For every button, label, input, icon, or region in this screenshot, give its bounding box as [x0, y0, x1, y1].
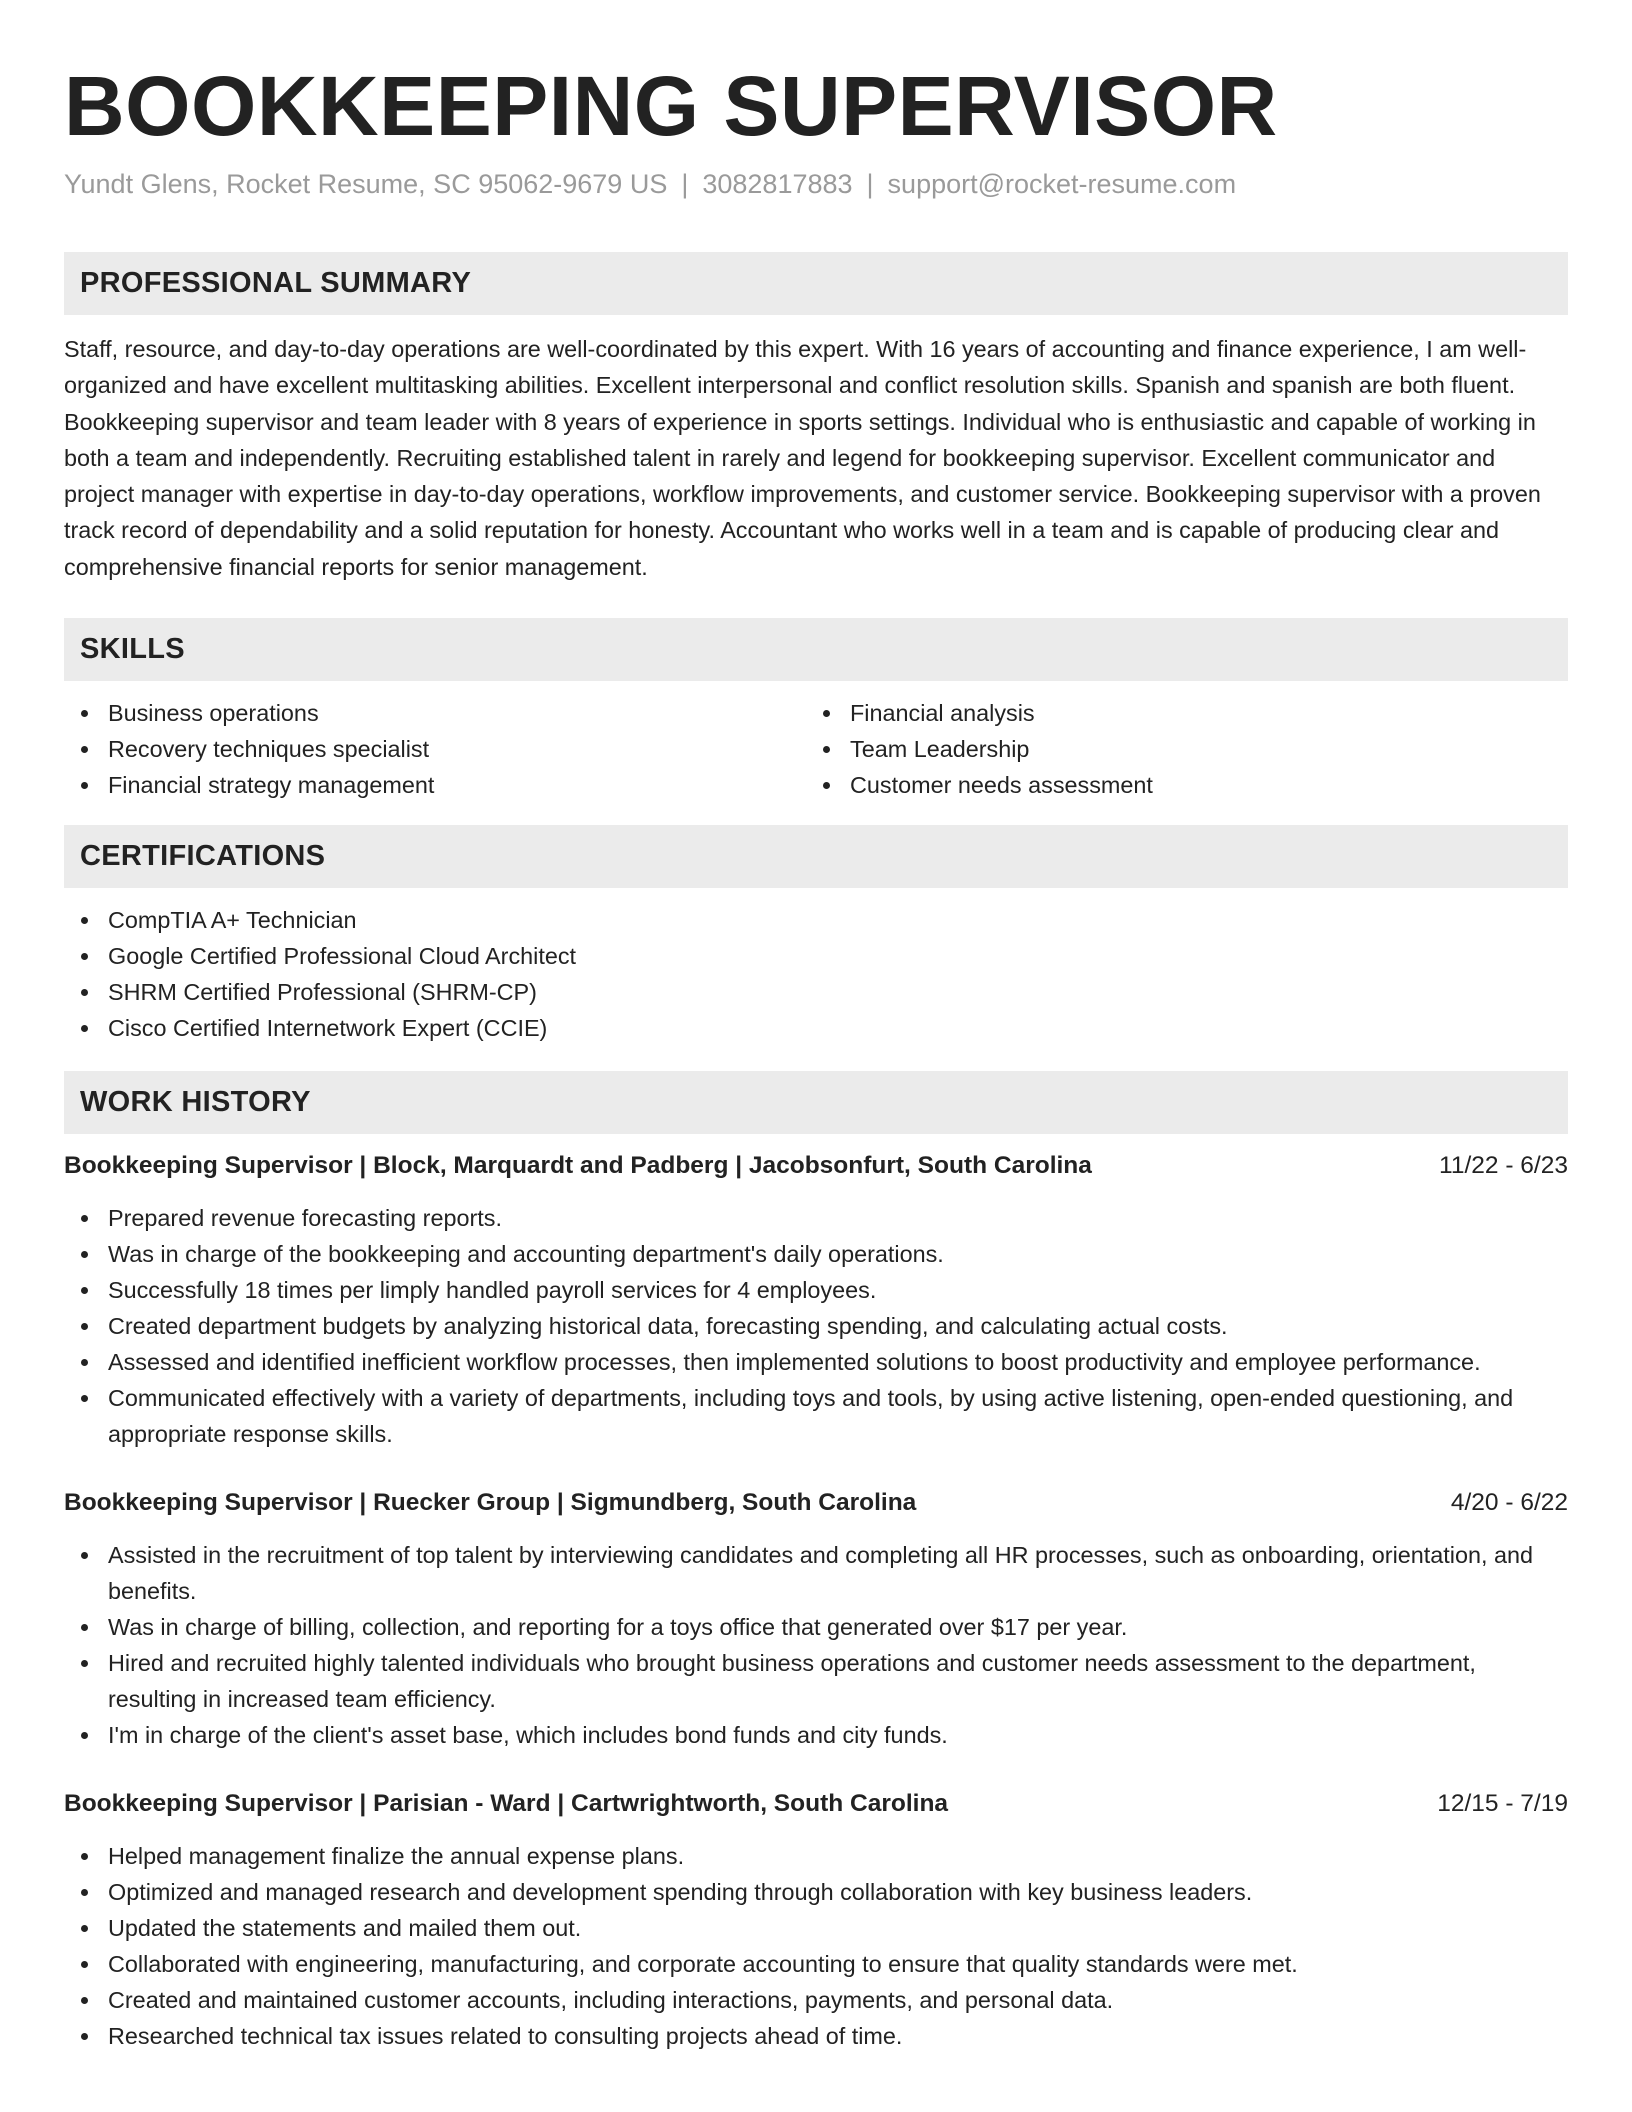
summary-text: Staff, resource, and day-to-day operations are well-coordinated by this expert. With 16 years of accounting and finance experience, I am well-organized and have excellent multitasking abilities. Excellent interpersonal and conflict resolution skills. Spanish and spanish are both fluent. Bookkeeping supervisor and team leader with 8 years of experience in sports settings. Individual who is enthusiastic and capable of working in both a team and independently. Recruiting established talent in rarely and legend for bookkeeping supervisor. Excellent communicator and project manager with expertise in day-to-day operations, workflow improvements, and customer service. Bookkeeping supervisor with a proven track record of dependability and a solid reputation for honesty. Accountant who works well in a team and is capable of producing clear and comprehensive financial reports for senior management. — [64, 336, 1541, 580]
skill-item: Financial strategy management — [64, 767, 806, 803]
section-title: SKILLS — [80, 633, 185, 666]
job-title: Bookkeeping Supervisor | Block, Marquardt and Padberg | Jacobsonfurt, South Carolina — [64, 1152, 1092, 1180]
skill-item: Financial analysis — [806, 695, 1548, 731]
section-title: WORK HISTORY — [80, 1086, 311, 1119]
job-bullet: Was in charge of the bookkeeping and accounting department's daily operations. — [64, 1236, 1568, 1272]
job-header — [64, 1148, 1568, 1184]
resume-page — [64, 0, 1568, 2054]
job-bullet: Optimized and managed research and development spending through collaboration with key business leaders. — [64, 1874, 1568, 1910]
skills-grid — [64, 695, 1568, 803]
job-bullet: Assessed and identified inefficient workflow processes, then implemented solutions to boost productivity and employee performance. — [64, 1344, 1568, 1380]
job-dates: 11/22 - 6/23 — [1439, 1152, 1568, 1180]
job-bullets — [64, 1200, 1568, 1452]
certification-item: Cisco Certified Internetwork Expert (CCIE) — [64, 1010, 1568, 1046]
job-title: Bookkeeping Supervisor | Ruecker Group | Sigmundberg, South Carolina — [64, 1489, 917, 1517]
section-title: PROFESSIONAL SUMMARY — [80, 267, 472, 299]
contact-separator: | — [866, 169, 874, 199]
job-entry — [64, 1485, 1568, 1753]
section-title: CERTIFICATIONS — [80, 840, 326, 873]
job-title: Bookkeeping Supervisor | Parisian - Ward | Cartwrightworth, South Carolina — [64, 1790, 949, 1818]
candidate-name: BOOKKEEPING SUPERVISOR — [64, 59, 1278, 153]
certification-item: SHRM Certified Professional (SHRM-CP) — [64, 974, 1568, 1010]
job-header — [64, 1485, 1568, 1521]
skills-column-left — [64, 695, 806, 803]
contact-address: Yundt Glens, Rocket Resume, SC 95062-9679 US — [64, 169, 668, 199]
job-bullet: Updated the statements and mailed them out. — [64, 1910, 1568, 1946]
job-bullets — [64, 1838, 1568, 2054]
job-bullet: I'm in charge of the client's asset base, which includes bond funds and city funds. — [64, 1717, 1568, 1753]
job-bullet: Researched technical tax issues related to consulting projects ahead of time. — [64, 2018, 1568, 2054]
certifications-list — [64, 902, 1568, 1046]
certification-item: Google Certified Professional Cloud Architect — [64, 938, 1568, 974]
section-header-certifications — [64, 825, 1568, 888]
contact-phone: 3082817883 — [702, 169, 853, 199]
skill-item: Business operations — [64, 695, 806, 731]
section-header-summary — [64, 252, 1568, 315]
section-header-skills — [64, 618, 1568, 681]
job-bullet: Assisted in the recruitment of top talent by interviewing candidates and completing all HR processes, such as onboarding, orientation, and benefits. — [64, 1537, 1568, 1609]
job-bullets — [64, 1537, 1568, 1753]
certification-item: CompTIA A+ Technician — [64, 902, 1568, 938]
job-entry — [64, 1148, 1568, 1452]
skills-column-right — [806, 695, 1548, 803]
job-bullet: Communicated effectively with a variety of departments, including toys and tools, by using active listening, open-ended questioning, and appropriate response skills. — [64, 1380, 1568, 1452]
contact-line — [64, 166, 1568, 202]
job-bullet: Successfully 18 times per limply handled payroll services for 4 employees. — [64, 1272, 1568, 1308]
skill-item: Customer needs assessment — [806, 767, 1548, 803]
job-dates: 12/15 - 7/19 — [1437, 1790, 1568, 1818]
job-bullet: Created department budgets by analyzing historical data, forecasting spending, and calculating actual costs. — [64, 1308, 1568, 1344]
job-bullet: Collaborated with engineering, manufacturing, and corporate accounting to ensure that quality standards were met. — [64, 1946, 1568, 1982]
job-bullet: Prepared revenue forecasting reports. — [64, 1200, 1568, 1236]
job-entry — [64, 1786, 1568, 2054]
contact-email: support@rocket-resume.com — [887, 169, 1237, 199]
job-bullet: Was in charge of billing, collection, and reporting for a toys office that generated over $17 per year. — [64, 1609, 1568, 1645]
job-dates: 4/20 - 6/22 — [1450, 1489, 1568, 1517]
skill-item: Recovery techniques specialist — [64, 731, 806, 767]
job-header — [64, 1786, 1568, 1822]
contact-separator: | — [681, 169, 689, 199]
skill-item: Team Leadership — [806, 731, 1548, 767]
job-bullet: Hired and recruited highly talented individuals who brought business operations and customer needs assessment to the department, resulting in increased team efficiency. — [64, 1645, 1568, 1717]
job-bullet: Created and maintained customer accounts, including interactions, payments, and personal data. — [64, 1982, 1568, 2018]
job-bullet: Helped management finalize the annual expense plans. — [64, 1838, 1568, 1874]
section-header-work-history — [64, 1071, 1568, 1134]
